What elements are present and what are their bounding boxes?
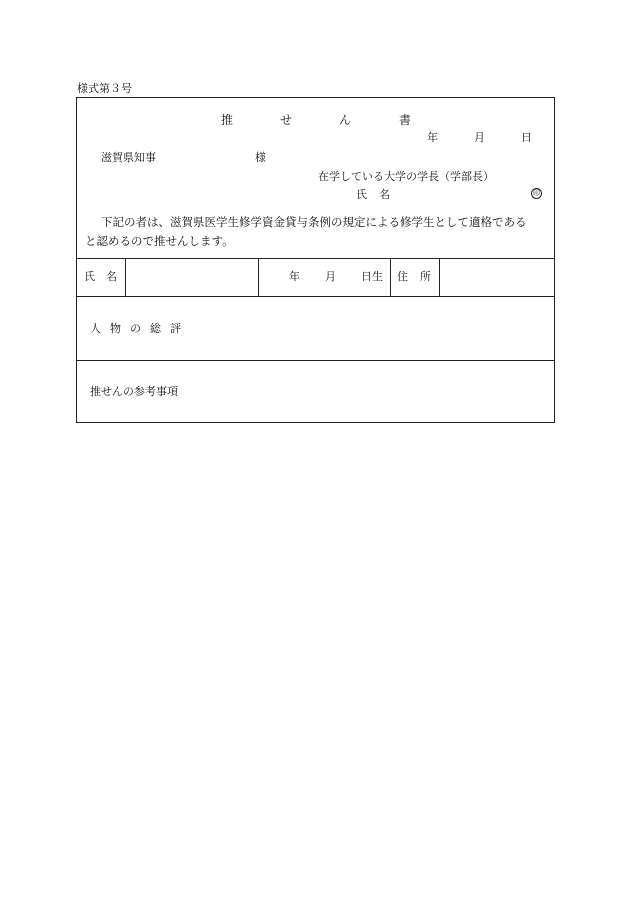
character-assessment-char-2: 物 — [110, 322, 121, 335]
address-field[interactable] — [440, 259, 554, 295]
statement-line-1: 下記の者は、滋賀県医学生修学資金貸与条例の規定による修学生として適格である — [101, 215, 527, 229]
character-assessment-char-4: 総 — [150, 322, 161, 335]
title-char-4: 書 — [399, 113, 412, 127]
date-day: 日 — [521, 131, 532, 144]
dob-divider — [390, 258, 391, 296]
name-field[interactable] — [126, 259, 257, 295]
statement-line-2: と認めるので推せんします。 — [85, 234, 234, 248]
title-char-2: せ — [280, 113, 293, 127]
addressee: 滋賀県知事 — [101, 151, 156, 164]
character-assessment-char-5: 評 — [170, 322, 181, 335]
address-label-char-2: 所 — [420, 270, 431, 283]
name-label-char-1: 氏 — [84, 270, 95, 283]
reference-notes-label: 推せんの参考事項 — [90, 385, 178, 398]
form-number: 様式第３号 — [77, 82, 132, 95]
recommendation-form — [76, 97, 555, 423]
character-assessment-char-1: 人 — [90, 322, 101, 335]
name-value-divider — [258, 258, 259, 296]
date-year: 年 — [427, 131, 438, 144]
title-char-3: ん — [339, 113, 352, 127]
dob-day-born: 日生 — [361, 270, 383, 283]
reference-notes-field[interactable] — [77, 361, 554, 422]
dob-year: 年 — [289, 270, 300, 283]
name-label-char-2: 名 — [106, 270, 117, 283]
character-assessment-field[interactable] — [77, 297, 554, 359]
title-char-1: 推 — [221, 113, 234, 127]
character-assessment-char-3: の — [130, 322, 141, 335]
issuer-name-char-1: 氏 — [356, 188, 367, 201]
address-label-char-1: 住 — [397, 270, 408, 283]
issuer-title: 在学している大学の学長（学部長） — [318, 170, 494, 183]
date-month: 月 — [474, 131, 485, 144]
issuer-name-char-2: 名 — [379, 188, 390, 201]
dob-month: 月 — [325, 270, 336, 283]
seal-mark: 印 — [533, 189, 540, 197]
honorific: 様 — [255, 151, 266, 164]
